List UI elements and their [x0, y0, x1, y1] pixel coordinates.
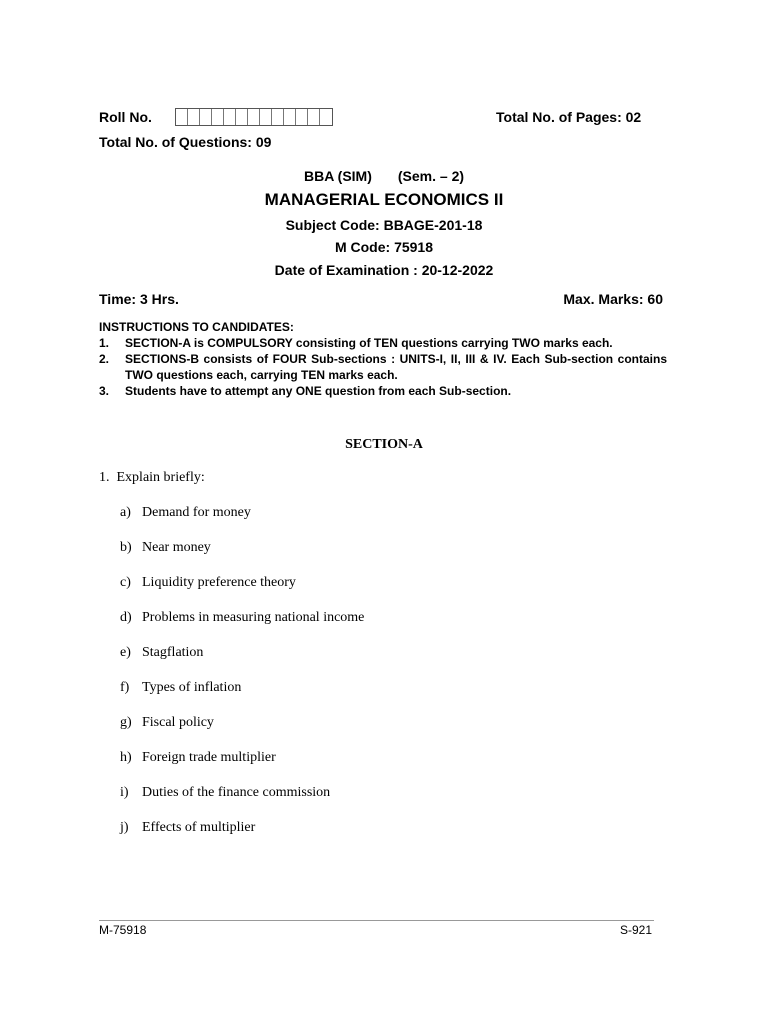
sub-question-letter: c) [120, 575, 131, 590]
roll-no-box[interactable] [248, 109, 260, 125]
sub-question-text: Effects of multiplier [142, 820, 256, 835]
sub-question-letter: d) [120, 610, 132, 625]
roll-no-box[interactable] [188, 109, 200, 125]
subject-code: Subject Code: BBAGE-201-18 [285, 217, 483, 233]
total-pages: Total No. of Pages: 02 [496, 109, 642, 125]
question-text: Explain briefly: [116, 470, 205, 485]
sub-question-letter: e) [120, 645, 131, 660]
section-heading: SECTION-A [345, 437, 423, 452]
roll-no-box[interactable] [272, 109, 284, 125]
footer-right-code: S-921 [619, 923, 652, 937]
sub-question-text: Foreign trade multiplier [142, 750, 276, 765]
roll-no-box[interactable] [308, 109, 320, 125]
roll-no-label: Roll No. [99, 109, 152, 125]
total-questions: Total No. of Questions: 09 [99, 134, 272, 150]
sub-question-letter: h) [120, 750, 132, 765]
course-line [0, 168, 768, 184]
sub-question-text: Problems in measuring national income [142, 610, 365, 625]
semester: (Sem. – 2) [397, 168, 465, 184]
subject-title: MANAGERIAL ECONOMICS II [264, 190, 504, 209]
footer-left-code: M-75918 [99, 923, 147, 937]
course: BBA (SIM) [303, 168, 372, 184]
sub-question-text: Stagflation [142, 645, 204, 660]
sub-question-text: Liquidity preference theory [142, 575, 296, 590]
question-1 [99, 470, 205, 486]
roll-no-box[interactable] [320, 109, 332, 125]
roll-no-box[interactable] [200, 109, 212, 125]
roll-no-box[interactable] [236, 109, 248, 125]
roll-no-box[interactable] [176, 109, 188, 125]
sub-question-letter: a) [120, 505, 131, 520]
roll-no-box[interactable] [224, 109, 236, 125]
sub-question-text: Near money [142, 540, 211, 555]
time: Time: 3 Hrs. [99, 291, 179, 307]
footer-divider [99, 920, 654, 921]
sub-question-letter: g) [120, 715, 132, 730]
m-code: M Code: 75918 [334, 239, 434, 255]
exam-date: Date of Examination : 20-12-2022 [274, 262, 494, 278]
sub-question-letter: j) [120, 820, 129, 835]
sub-question-text: Types of inflation [142, 680, 242, 695]
roll-no-box[interactable] [296, 109, 308, 125]
sub-question-list [120, 505, 620, 845]
roll-no-box[interactable] [260, 109, 272, 125]
sub-question-text: Duties of the finance commission [142, 785, 331, 800]
sub-question-letter: i) [120, 785, 129, 800]
question-number: 1. [99, 470, 110, 485]
roll-no-box[interactable] [284, 109, 296, 125]
instructions-heading: INSTRUCTIONS TO CANDIDATES: [99, 320, 294, 334]
sub-question-text: Demand for money [142, 505, 251, 520]
max-marks: Max. Marks: 60 [563, 291, 663, 307]
sub-question-text: Fiscal policy [142, 715, 214, 730]
sub-question-letter: b) [120, 540, 132, 555]
roll-no-box[interactable] [212, 109, 224, 125]
roll-no-boxes[interactable] [175, 108, 333, 126]
sub-question-letter: f) [120, 680, 130, 695]
